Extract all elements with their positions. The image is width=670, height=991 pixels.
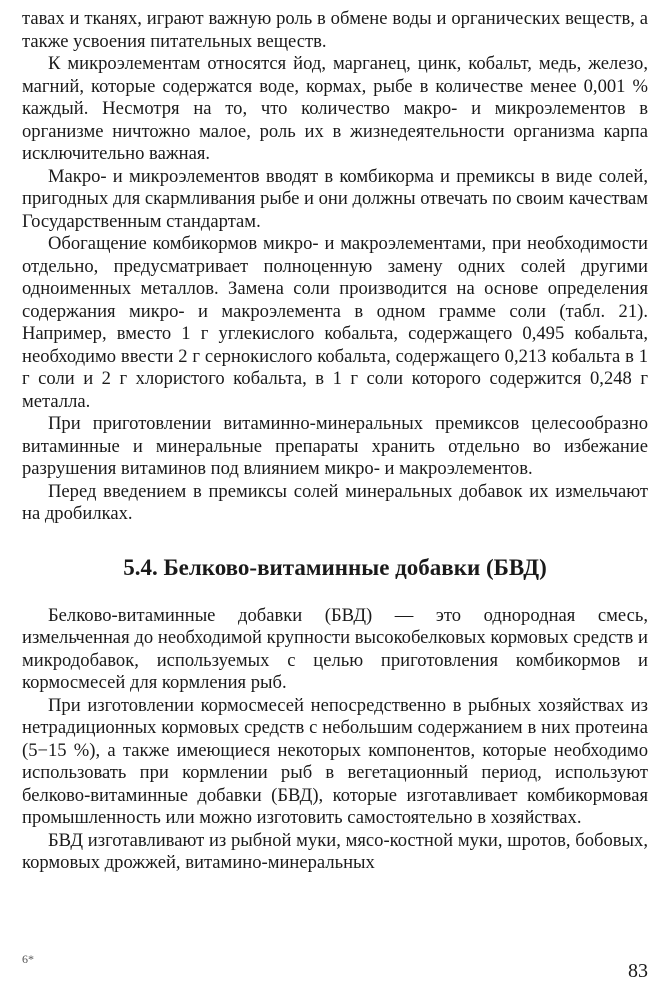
paragraph-bvd-usage: При изготовлении кормосмесей непосредственно в рыбных хозяйствах из нетрадиционных кормовых средств с небольшим содержанием в них протеина (5−15 %), а также имеющиеся некоторых компонентов, которые необходимо использовать при кормлении рыб в вегетационный период, используют белково-витаминные добавки (БВД), которые изготавливает комбикормовая промышленность или можно изготовить самостоятельно в хозяйствах.: [22, 694, 648, 828]
paragraph-continuation: тавах и тканях, играют важную роль в обмене воды и органических веществ, а также усвоения питательных веществ.: [22, 8, 648, 52]
paragraph-bvd-definition: Белково-витаминные добавки (БВД) — это однородная смесь, измельченная до необходимой крупности высокобелковых кормовых средств и микродобавок, используемых с целью приготовления комбикормов и кормосмесей для кормления рыб.: [22, 604, 648, 693]
page-number: 83: [628, 960, 648, 982]
paragraph-enrichment: Обогащение комбикормов микро- и макроэлементами, при необходимости отдельно, предусматривает полноценную замену одних солей другими одноименных металлов. Замена соли производится на основе определения содержания микро- и макроэлемента в одном грамме соли (табл. 21). Например, вместо 1 г углекислого кобальта, содержащего 0,495 кобальта, необходимо ввести 2 г сернокислого кобальта, содержащего 0,213 кобальта в 1 г соли и 2 г хлористого кобальта, в 1 г соли которого содержится 0,248 г металла.: [22, 233, 648, 412]
section-heading: 5.4. Белково-витаминные добавки (БВД): [123, 554, 547, 580]
page-body: [22, 8, 648, 875]
paragraph-microelements: К микроэлементам относятся йод, марганец, цинк, кобальт, медь, железо, магний, которые содержатся воде, кормах, рыбе в количестве менее 0,001 % каждый. Несмотря на то, что количество макро- и микроэлементов в организме ничтожно малое, роль их в жизнедеятельности организма карпа исключительно важная.: [22, 53, 648, 164]
signature-mark: 6*: [22, 952, 34, 966]
paragraph-grinding: Перед введением в премиксы солей минеральных добавок их измельчают на дробилках.: [22, 480, 648, 524]
paragraph-salts: Макро- и микроэлементов вводят в комбикорма и премиксы в виде солей, пригодных для скармливания рыбе и они должны отвечать по своим качествам Государственным стандартам.: [22, 165, 648, 232]
paragraph-premixes: При приготовлении витаминно-минеральных премиксов целесообразно витаминные и минеральные препараты хранить отдельно во избежание разрушения витаминов под влиянием микро- и макроэлементов.: [22, 413, 648, 479]
paragraph-bvd-composition: БВД изготавливают из рыбной муки, мясо-костной муки, шротов, бобовых, кормовых дрожжей, витамино-минеральных: [22, 829, 648, 873]
